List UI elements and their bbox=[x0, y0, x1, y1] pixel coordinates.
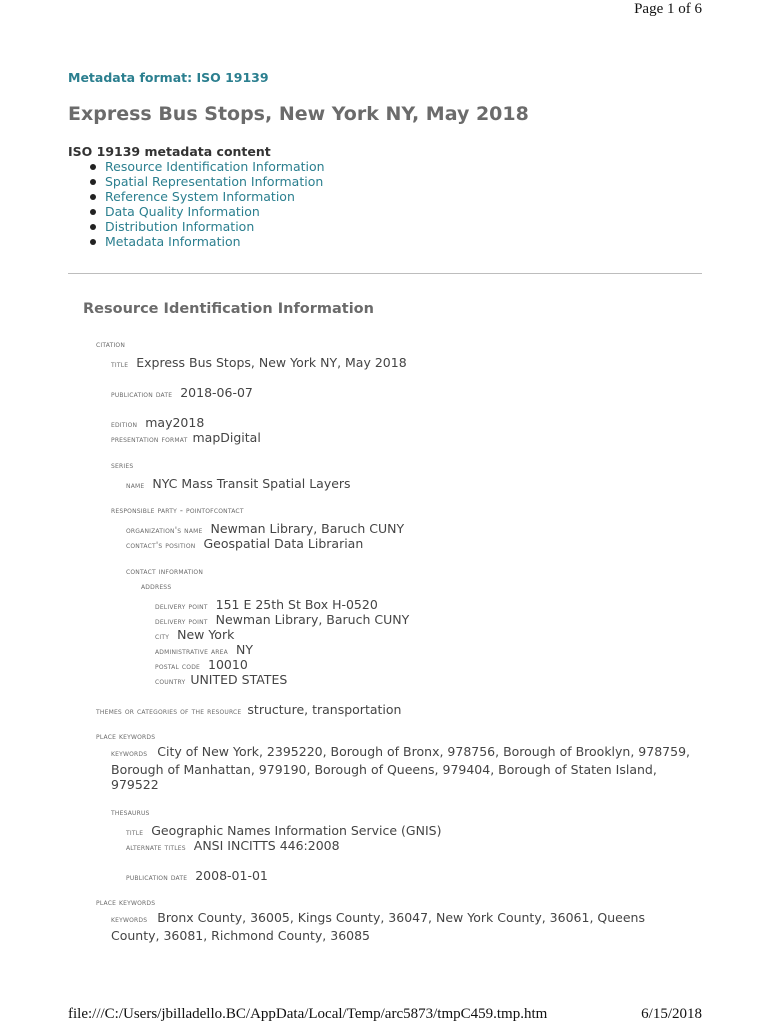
title-value: Express Bus Stops, New York NY, May 2018 bbox=[136, 355, 407, 370]
toc-item[interactable] bbox=[88, 219, 325, 234]
publication-date-label: publication date bbox=[111, 390, 173, 400]
delivery-point-value: 151 E 25th St Box H-0520 bbox=[215, 597, 378, 612]
publication-date-row bbox=[111, 382, 253, 401]
alternate-titles-label: alternate titles bbox=[126, 843, 186, 853]
administrative-area-value: NY bbox=[235, 642, 253, 657]
footer-file-path: file:///C:/Users/jbilladello.BC/AppData/Local/Temp/arc5873/tmpC459.tmp.htm bbox=[68, 1006, 548, 1022]
alternate-titles-row bbox=[126, 835, 340, 854]
thesaurus-publication-date-row bbox=[126, 865, 268, 884]
toc-link-reference-system[interactable]: Reference System Information bbox=[105, 189, 295, 204]
city-value: New York bbox=[177, 627, 235, 642]
toc-item[interactable] bbox=[88, 159, 325, 174]
contact-position-row bbox=[126, 533, 363, 552]
contact-position-value: Geospatial Data Librarian bbox=[203, 536, 364, 551]
delivery-point-label: delivery point bbox=[155, 602, 208, 612]
series-name-row bbox=[126, 473, 351, 492]
toc-item[interactable] bbox=[88, 204, 325, 219]
organization-value: Newman Library, Baruch CUNY bbox=[210, 521, 405, 536]
toc-item[interactable] bbox=[88, 189, 325, 204]
bullet-icon bbox=[90, 164, 96, 170]
keywords-label: keywords bbox=[111, 915, 148, 925]
presentation-format-value: mapDigital bbox=[192, 430, 261, 445]
bullet-icon bbox=[90, 179, 96, 185]
themes-value: structure, transportation bbox=[247, 702, 402, 717]
bullet-icon bbox=[90, 194, 96, 200]
country-row bbox=[155, 669, 287, 688]
series-label: series bbox=[111, 461, 134, 471]
toc-item[interactable] bbox=[88, 174, 325, 189]
organization-label: organization's name bbox=[126, 526, 203, 536]
postal-code-value: 10010 bbox=[208, 657, 248, 672]
administrative-area-label: administrative area bbox=[155, 647, 228, 657]
keywords-label: keywords bbox=[111, 749, 148, 759]
bullet-icon bbox=[90, 224, 96, 230]
alternate-titles-value: ANSI INCITTS 446:2008 bbox=[193, 838, 340, 853]
themes-row bbox=[96, 699, 401, 718]
toc-list bbox=[88, 159, 325, 249]
publication-date-label: publication date bbox=[126, 873, 188, 883]
section-heading: Resource Identification Information bbox=[83, 301, 374, 317]
country-label: country bbox=[155, 677, 186, 687]
edition-label: edition bbox=[111, 420, 138, 430]
country-value: UNITED STATES bbox=[190, 672, 288, 687]
thesaurus-title-label: title bbox=[126, 828, 144, 838]
metadata-format: Metadata format: ISO 19139 bbox=[68, 70, 269, 85]
footer-date: 6/15/2018 bbox=[641, 1006, 702, 1022]
delivery-point-value: Newman Library, Baruch CUNY bbox=[215, 612, 410, 627]
thesaurus-label: thesaurus bbox=[111, 808, 150, 818]
citation-label: citation bbox=[96, 340, 126, 350]
toc-link-data-quality[interactable]: Data Quality Information bbox=[105, 204, 260, 219]
city-label: city bbox=[155, 632, 170, 642]
contact-information-label: contact information bbox=[126, 567, 204, 577]
place-keywords-label: place keywords bbox=[96, 898, 156, 908]
toc-link-spatial-representation[interactable]: Spatial Representation Information bbox=[105, 174, 324, 189]
edition-value: may2018 bbox=[145, 415, 205, 430]
thesaurus-title-value: Geographic Names Information Service (GNIS) bbox=[151, 823, 442, 838]
publication-date-value: 2018-06-07 bbox=[180, 385, 253, 400]
keywords-block bbox=[111, 744, 707, 792]
series-name-value: NYC Mass Transit Spatial Layers bbox=[152, 476, 351, 491]
toc-link-metadata[interactable]: Metadata Information bbox=[105, 234, 241, 249]
page-title: Express Bus Stops, New York NY, May 2018 bbox=[68, 103, 529, 125]
bullet-icon bbox=[90, 239, 96, 245]
toc-link-resource-identification[interactable]: Resource Identification Information bbox=[105, 159, 325, 174]
page-number: Page 1 of 6 bbox=[634, 1, 702, 17]
title-label: title bbox=[111, 360, 129, 370]
keywords-block bbox=[111, 910, 671, 943]
presentation-format-label: presentation format bbox=[111, 435, 188, 445]
postal-code-label: postal code bbox=[155, 662, 201, 672]
title-row bbox=[111, 352, 407, 371]
keywords-value: City of New York, 2395220, Borough of Bronx, 978756, Borough of Brooklyn, 978759, Borough of Manhattan, 979190, Borough of Queens, 979404, Borough of Staten Island, 979522 bbox=[111, 744, 690, 792]
address-label: address bbox=[141, 582, 172, 592]
divider bbox=[68, 273, 702, 274]
toc-heading: ISO 19139 metadata content bbox=[68, 144, 271, 159]
responsible-party-label: responsible party - pointofcontact bbox=[111, 506, 244, 516]
bullet-icon bbox=[90, 209, 96, 215]
series-name-label: name bbox=[126, 481, 145, 491]
thesaurus-publication-date-value: 2008-01-01 bbox=[195, 868, 268, 883]
delivery-point-label: delivery point bbox=[155, 617, 208, 627]
keywords-value: Bronx County, 36005, Kings County, 36047, New York County, 36061, Queens County, 36081, Richmond County, 36085 bbox=[111, 910, 645, 943]
toc-link-distribution[interactable]: Distribution Information bbox=[105, 219, 255, 234]
themes-label: themes or categories of the resource bbox=[96, 707, 242, 717]
presentation-format-row bbox=[111, 427, 261, 446]
toc-item[interactable] bbox=[88, 234, 325, 249]
contact-position-label: contact's position bbox=[126, 541, 196, 551]
place-keywords-label: place keywords bbox=[96, 732, 156, 742]
